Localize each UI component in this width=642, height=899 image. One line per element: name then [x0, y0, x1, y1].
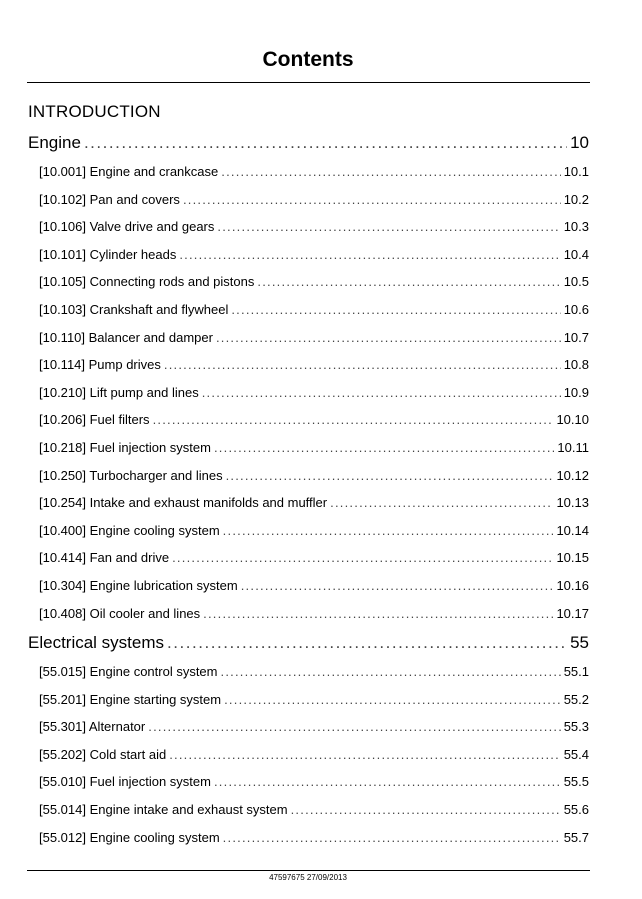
toc-leader-dots	[148, 719, 560, 734]
toc-entry-label: [10.218] Fuel injection system	[39, 440, 211, 455]
toc-entry[interactable]	[39, 247, 589, 262]
toc-entry-page: 55.5	[563, 774, 589, 790]
toc-leader-dots	[172, 550, 553, 565]
toc-introduction[interactable]: INTRODUCTION	[28, 102, 161, 121]
toc-entry-page: 10.9	[563, 384, 589, 400]
toc-entry[interactable]	[39, 385, 589, 400]
toc-entry[interactable]	[39, 440, 589, 455]
toc-leader-dots	[217, 219, 560, 234]
toc-entry-page: 55.1	[563, 664, 589, 679]
toc-entry[interactable]	[39, 164, 589, 179]
toc-leader-dots	[214, 774, 561, 789]
toc-entry-label: [10.206] Fuel filters	[39, 412, 150, 428]
toc-entry[interactable]	[39, 302, 589, 317]
toc-entry-label: [10.210] Lift pump and lines	[39, 384, 199, 400]
toc-entry-page: 55.3	[563, 719, 589, 735]
toc-section-page: 10	[570, 133, 589, 152]
toc-entry-label: [10.110] Balancer and damper	[39, 329, 213, 345]
toc-entry[interactable]	[39, 747, 589, 762]
toc-leader-dots	[179, 247, 560, 262]
toc-entry-page: 10.17	[556, 605, 589, 621]
toc-leader-dots	[164, 357, 561, 372]
toc-entry-page: 10.12	[556, 467, 589, 483]
toc-leader-dots	[223, 830, 561, 845]
toc-entry-label: [10.400] Engine cooling system	[39, 522, 220, 538]
toc-entry-page: 10.2	[563, 191, 589, 207]
toc-entry-label: [10.102] Pan and covers	[39, 191, 180, 207]
toc-entry-page: 10.15	[556, 550, 589, 566]
toc-entry-label: [10.101] Cylinder heads	[39, 246, 177, 262]
toc-entry[interactable]	[39, 830, 589, 845]
toc-entry-label: [10.103] Crankshaft and flywheel	[39, 302, 229, 317]
toc-leader-dots	[226, 468, 554, 483]
toc-entry-label: [55.010] Fuel injection system	[39, 774, 211, 790]
toc-leader-dots	[221, 664, 561, 679]
toc-entry-page: 55.7	[563, 829, 589, 845]
toc-entry[interactable]	[39, 550, 589, 565]
toc-leader-dots	[214, 440, 554, 455]
toc-section-label: Engine	[28, 133, 81, 152]
toc-entry[interactable]	[39, 357, 589, 372]
toc-entry[interactable]	[39, 578, 589, 593]
toc-section[interactable]	[28, 633, 589, 653]
toc-entry-label: [10.106] Valve drive and gears	[39, 219, 215, 235]
toc-entry-label: [55.015] Engine control system	[39, 664, 218, 679]
toc-leader-dots	[203, 606, 553, 621]
toc-entry-page: 10.11	[557, 440, 589, 455]
toc-entry-page: 10.4	[563, 246, 589, 262]
toc-entry[interactable]	[39, 774, 589, 789]
toc-leader-dots	[241, 578, 554, 593]
toc-entry-label: [55.014] Engine intake and exhaust system	[39, 802, 288, 817]
toc-entry[interactable]	[39, 412, 589, 427]
toc-leader-dots	[167, 633, 567, 653]
toc-leader-dots	[169, 747, 560, 762]
toc-entry-label: [10.105] Connecting rods and pistons	[39, 274, 255, 290]
toc-entry[interactable]	[39, 219, 589, 234]
toc-leader-dots	[183, 192, 561, 207]
toc-entry-page: 10.6	[563, 302, 589, 317]
toc-entry-label: [10.414] Fan and drive	[39, 550, 170, 566]
toc-entry-page: 10.7	[563, 329, 589, 345]
toc-entry-page: 55.6	[563, 802, 589, 817]
toc-entry[interactable]	[39, 495, 589, 510]
toc-entry-page: 10.14	[556, 522, 589, 538]
toc-entry-page: 10.3	[563, 219, 589, 235]
toc-leader-dots	[223, 523, 554, 538]
toc-leader-dots	[221, 164, 560, 179]
toc-entry-page: 10.8	[563, 357, 589, 373]
toc-leader-dots	[153, 412, 554, 427]
toc-entry-page: 55.2	[563, 691, 589, 707]
toc-entry[interactable]	[39, 468, 589, 483]
toc-entry-page: 10.10	[556, 412, 589, 428]
toc-entry-label: [55.202] Cold start aid	[39, 746, 167, 762]
toc-leader-dots	[84, 133, 567, 153]
title-divider	[27, 82, 590, 83]
toc-entry-label: [55.301] Alternator	[39, 719, 146, 735]
toc-entry-page: 10.13	[556, 495, 589, 511]
toc-leader-dots	[216, 330, 561, 345]
toc-leader-dots	[231, 302, 560, 317]
toc-entry[interactable]	[39, 664, 589, 679]
toc-entry-label: [55.201] Engine starting system	[39, 691, 222, 707]
toc-entry-label: [10.408] Oil cooler and lines	[39, 605, 201, 621]
toc-leader-dots	[330, 495, 553, 510]
toc-entry-label: [10.254] Intake and exhaust manifolds and muffler	[39, 495, 328, 511]
toc-entry-label: [55.012] Engine cooling system	[39, 829, 220, 845]
toc-entry-label: [10.250] Turbocharger and lines	[39, 467, 223, 483]
toc-leader-dots	[224, 692, 561, 707]
footer-doc-id: 47597675 27/09/2013	[269, 873, 347, 882]
toc-entry-page: 10.1	[563, 164, 589, 179]
toc-entry-label: [10.001] Engine and crankcase	[39, 164, 219, 179]
toc-entry[interactable]	[39, 523, 589, 538]
toc-section-label: Electrical systems	[28, 633, 165, 652]
toc-entry[interactable]	[39, 192, 589, 207]
toc-entry[interactable]	[39, 274, 589, 289]
toc-entry-page: 55.4	[563, 746, 589, 762]
toc-entry-label: [10.304] Engine lubrication system	[39, 578, 238, 593]
toc-entry-page: 10.16	[556, 578, 589, 593]
toc-leader-dots	[257, 274, 560, 289]
toc-leader-dots	[291, 802, 561, 817]
toc-section-page: 55	[570, 633, 589, 652]
toc-entry[interactable]	[39, 330, 589, 345]
toc-entry-page: 10.5	[563, 274, 589, 290]
footer-divider	[27, 870, 590, 871]
toc-entry-label: [10.114] Pump drives	[39, 357, 161, 373]
toc-entry[interactable]	[39, 606, 589, 621]
toc-entry[interactable]	[39, 692, 589, 707]
toc-entry[interactable]	[39, 802, 589, 817]
toc-entry[interactable]	[39, 719, 589, 734]
page-title: Contents	[262, 48, 354, 71]
toc-section[interactable]	[28, 133, 589, 153]
toc-leader-dots	[202, 385, 561, 400]
